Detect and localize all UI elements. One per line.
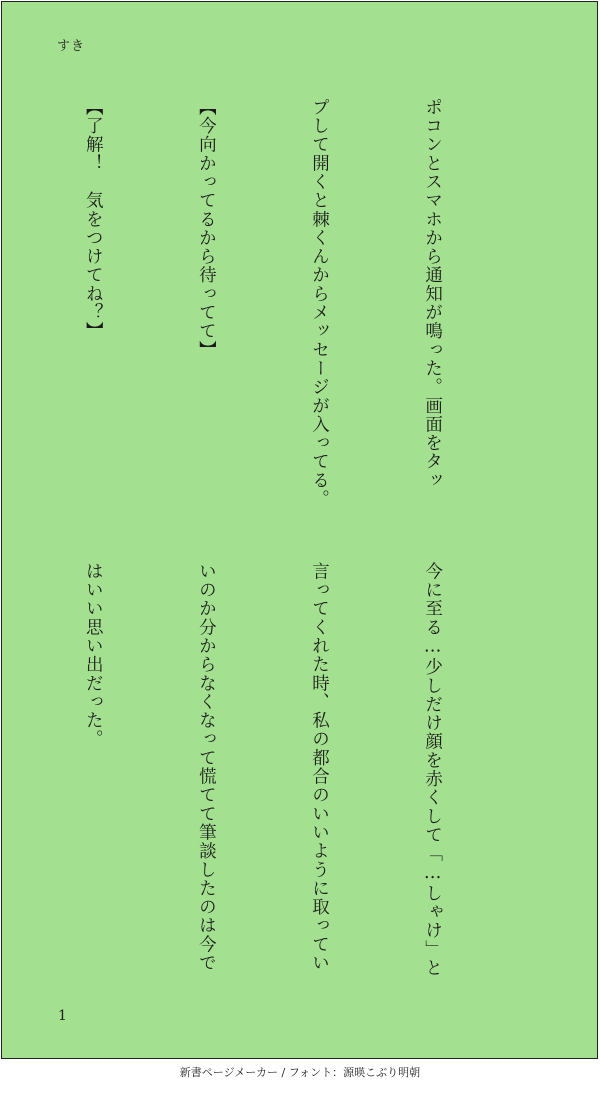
text-column: 【今向かってるから待ってて】: [196, 98, 217, 360]
text-column: いのか分からなくなって慌てて筆談したのは今で: [196, 562, 217, 973]
text-column: 【了解！ 気をつけてね？】: [83, 98, 104, 341]
book-page: [1, 1, 598, 1059]
lower-text-block: [56, 562, 526, 982]
page-number: 1: [58, 1008, 67, 1024]
text-column: 今に至る…少しだけ顔を赤くして「…しゃけ」と: [422, 562, 443, 978]
text-column: ポコンとスマホから通知が鳴った。画面をタッ: [422, 98, 443, 490]
footer-credit: 新書ページメーカー / フォント：源暎こぶり明朝: [179, 1066, 421, 1079]
header-title: すき: [57, 39, 86, 54]
text-column: プして開くと棘くんからメッセージが入ってる。: [309, 98, 330, 509]
text-column: 言ってくれた時、私の都合のいいように取ってい: [309, 562, 330, 973]
text-column: はいい思い出だった。: [83, 562, 104, 749]
upper-text-block: [56, 98, 526, 508]
